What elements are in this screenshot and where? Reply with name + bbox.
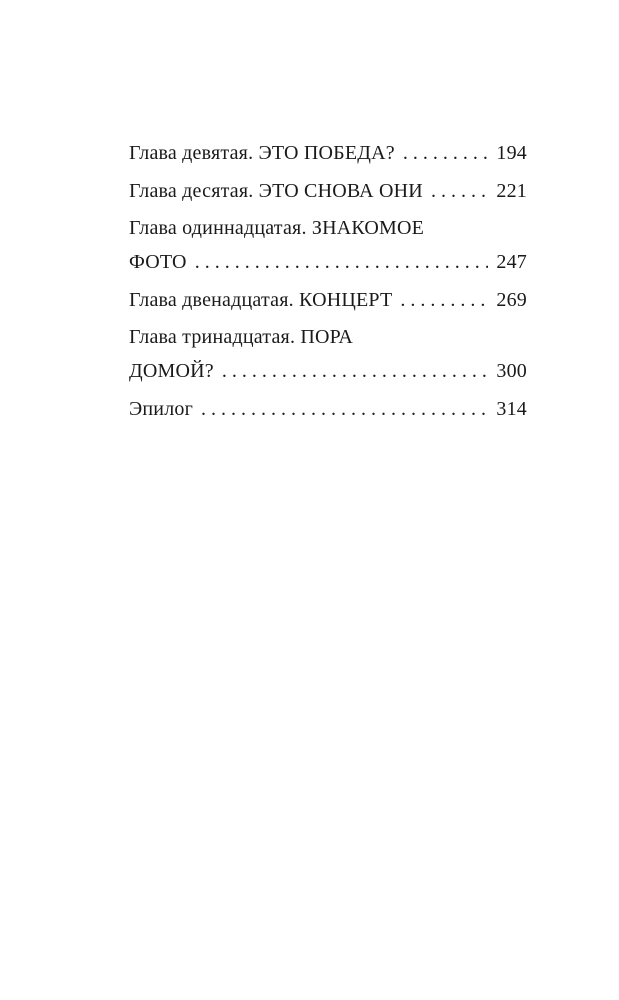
toc-entry[interactable] bbox=[129, 320, 527, 388]
toc-entry-title: Глава девятая. ЭТО ПОБЕДА? bbox=[129, 142, 395, 164]
toc-entry-line bbox=[129, 354, 527, 388]
toc-entry-title-continuation: ФОТО bbox=[129, 251, 187, 273]
dot-leader bbox=[222, 354, 489, 388]
toc-entry-line bbox=[129, 392, 527, 426]
toc-entry[interactable] bbox=[129, 136, 527, 170]
toc-entry-line bbox=[129, 283, 527, 317]
toc-page-number: 221 bbox=[496, 179, 527, 202]
toc-entry-line bbox=[129, 245, 527, 279]
toc-entry[interactable] bbox=[129, 392, 527, 426]
dot-leader bbox=[403, 136, 489, 170]
toc-entry-title: Глава одиннадцатая. ЗНАКОМОЕ bbox=[129, 217, 425, 239]
toc-entry-title: Эпилог bbox=[129, 397, 193, 420]
toc-entry-line bbox=[129, 211, 527, 245]
toc-page-number: 247 bbox=[496, 251, 527, 273]
toc-entry-line bbox=[129, 136, 527, 170]
toc-page-number: 300 bbox=[496, 360, 527, 382]
toc-entry[interactable] bbox=[129, 174, 527, 208]
toc-page-number: 269 bbox=[496, 288, 527, 311]
toc-entry-title: Глава тринадцатая. ПОРА bbox=[129, 326, 354, 348]
dot-leader bbox=[195, 245, 489, 279]
toc-entry-title: Глава двенадцатая. КОНЦЕРТ bbox=[129, 288, 393, 311]
toc-entry[interactable] bbox=[129, 211, 527, 279]
toc-entry-title-continuation: ДОМОЙ? bbox=[129, 360, 214, 382]
dot-leader bbox=[201, 392, 488, 426]
dot-leader bbox=[431, 174, 488, 208]
toc-page-number: 314 bbox=[496, 397, 527, 420]
toc-entry[interactable] bbox=[129, 283, 527, 317]
toc-entry-line bbox=[129, 174, 527, 208]
table-of-contents bbox=[129, 136, 527, 429]
toc-entry-title: Глава десятая. ЭТО СНОВА ОНИ bbox=[129, 179, 423, 202]
dot-leader bbox=[400, 283, 488, 317]
toc-page-number: 194 bbox=[496, 142, 527, 164]
toc-entry-line bbox=[129, 320, 527, 354]
